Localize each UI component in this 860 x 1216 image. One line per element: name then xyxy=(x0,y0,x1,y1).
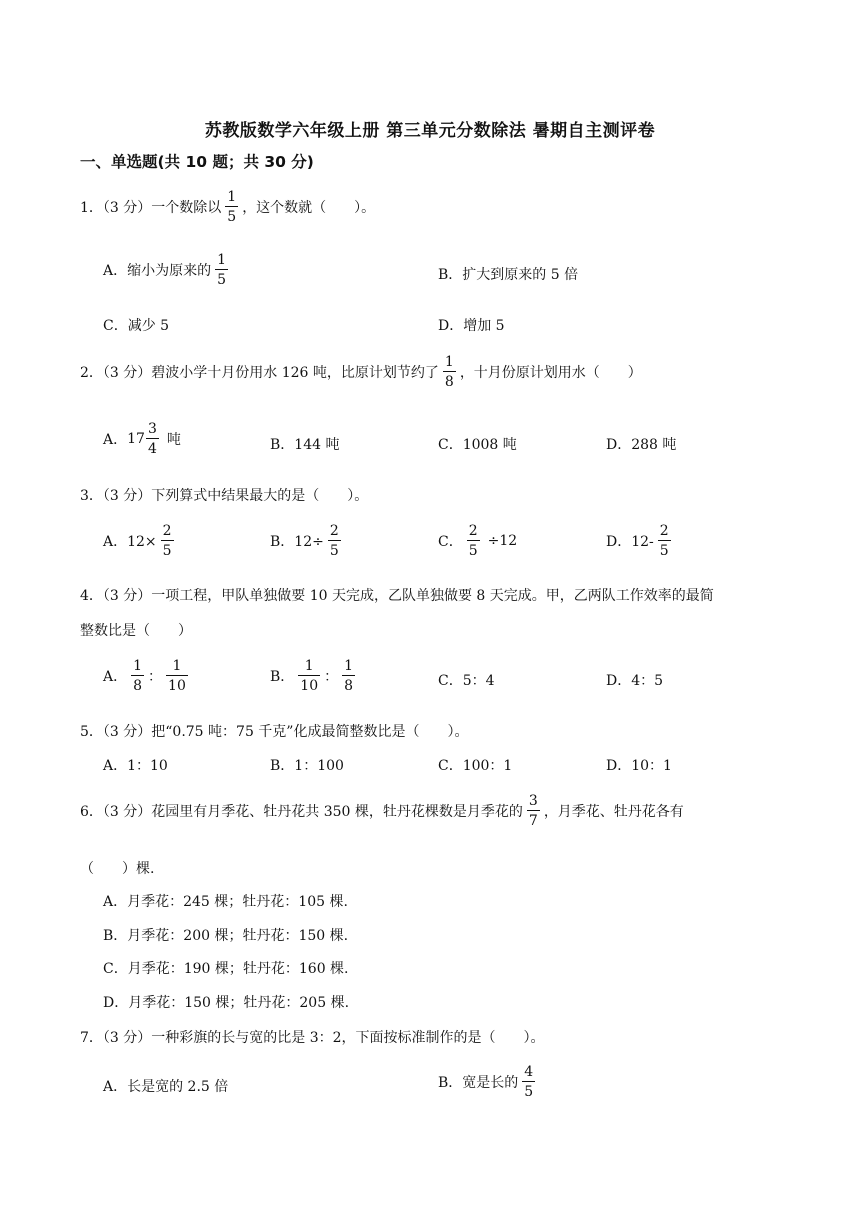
denominator: 5 xyxy=(522,1081,535,1099)
numerator: 1 xyxy=(133,658,143,674)
denominator: 4 xyxy=(146,438,159,456)
question-1-option-c[interactable]: C．减少 5 xyxy=(103,318,170,334)
question-6-option-d[interactable]: D．月季花：150 棵；牡丹花：205 棵. xyxy=(103,995,350,1011)
option-label: C． xyxy=(438,534,463,550)
unit-text: 吨 xyxy=(166,432,181,448)
question-text: 2．（3 分）碧波小学十月份用水 126 吨，比原计划节约了 xyxy=(80,365,439,381)
question-3-option-d[interactable] xyxy=(606,524,675,558)
question-2-option-d[interactable]: D．288 吨 xyxy=(606,437,677,453)
question-5-option-c[interactable]: C．100：1 xyxy=(438,758,513,774)
question-6-option-b[interactable]: B．月季花：200 棵；牡丹花：150 棵. xyxy=(103,928,349,944)
question-4-option-a[interactable] xyxy=(103,659,192,693)
question-7-option-a[interactable]: A．长是宽的 2.5 倍 xyxy=(103,1079,229,1095)
fraction xyxy=(527,794,540,828)
question-text: 1．（3 分）一个数除以 xyxy=(80,200,222,216)
fraction xyxy=(522,1065,535,1099)
option-label: B． xyxy=(270,669,295,685)
question-3-option-a[interactable] xyxy=(103,524,178,558)
question-2-option-c[interactable]: C．1008 吨 xyxy=(438,437,517,453)
question-1-option-b[interactable]: B．扩大到原来的 5 倍 xyxy=(438,267,579,283)
question-5-option-a[interactable]: A．1：10 xyxy=(103,758,168,774)
question-6-stem xyxy=(80,794,684,828)
fraction xyxy=(146,422,159,456)
denominator: 10 xyxy=(298,675,320,693)
fraction xyxy=(131,659,144,693)
fraction xyxy=(443,355,456,389)
numerator: 2 xyxy=(329,523,339,539)
question-3-option-c[interactable] xyxy=(438,524,517,558)
denominator: 5 xyxy=(328,540,341,558)
question-6-stem-line-2: （ ）棵. xyxy=(80,861,155,877)
fraction xyxy=(298,659,320,693)
numerator: 1 xyxy=(227,189,237,205)
numerator: 1 xyxy=(304,658,314,674)
question-4-stem-line-1: 4．（3 分）一项工程，甲队单独做要 10 天完成，乙队单独做要 8 天完成。甲，乙两队工作效率的最简 xyxy=(80,588,714,604)
option-text: A．12× xyxy=(103,534,157,550)
denominator: 8 xyxy=(443,371,456,389)
numerator: 1 xyxy=(344,658,354,674)
denominator: 10 xyxy=(166,675,188,693)
option-text: A．缩小为原来的 xyxy=(103,263,212,279)
fraction xyxy=(225,190,238,224)
question-7-option-b[interactable] xyxy=(438,1065,539,1099)
question-4-option-b[interactable] xyxy=(270,659,359,693)
denominator: 5 xyxy=(467,540,480,558)
denominator: 7 xyxy=(527,810,540,828)
denominator: 8 xyxy=(131,675,144,693)
question-text: ，月季花、牡丹花各有 xyxy=(543,804,684,820)
question-1-option-a[interactable] xyxy=(103,253,232,287)
question-text: ，十月份原计划用水（ ） xyxy=(459,365,642,381)
option-text: ÷12 xyxy=(487,533,518,549)
page-title: 苏教版数学六年级上册 第三单元分数除法 暑期自主测评卷 xyxy=(204,121,656,141)
question-5-option-b[interactable]: B．1：100 xyxy=(270,758,344,774)
denominator: 5 xyxy=(658,540,671,558)
question-3-option-b[interactable] xyxy=(270,524,345,558)
numerator: 4 xyxy=(524,1064,534,1080)
question-3-stem: 3．（3 分）下列算式中结果最大的是（ ）。 xyxy=(80,488,369,504)
denominator: 5 xyxy=(225,206,238,224)
option-label: A． xyxy=(103,432,128,448)
fraction xyxy=(161,524,174,558)
ratio-separator: ： xyxy=(324,669,339,685)
numerator: 3 xyxy=(147,421,157,437)
question-6-option-c[interactable]: C．月季花：190 棵；牡丹花：160 棵. xyxy=(103,961,349,977)
question-4-option-c[interactable]: C．5：4 xyxy=(438,673,495,689)
question-2-stem xyxy=(80,355,642,389)
option-label: A． xyxy=(103,669,128,685)
option-text: D．12- xyxy=(606,534,654,550)
question-text: 6．（3 分）花园里有月季花、牡丹花共 350 棵，牡丹花棵数是月季花的 xyxy=(80,804,523,820)
fraction xyxy=(342,659,355,693)
numerator: 2 xyxy=(162,523,172,539)
numerator: 2 xyxy=(468,523,478,539)
question-1-stem xyxy=(80,190,375,224)
numerator: 3 xyxy=(528,793,538,809)
question-2-option-a[interactable] xyxy=(103,422,181,456)
denominator: 8 xyxy=(342,675,355,693)
option-text: B．宽是长的 xyxy=(438,1075,519,1091)
section-heading: 一、单选题(共 10 题；共 30 分) xyxy=(80,153,314,171)
question-6-option-a[interactable]: A．月季花：245 棵；牡丹花：105 棵. xyxy=(103,894,348,910)
mixed-number xyxy=(127,422,163,456)
option-text: B．12÷ xyxy=(270,534,324,550)
question-1-option-d[interactable]: D．增加 5 xyxy=(438,318,505,334)
denominator: 5 xyxy=(215,269,228,287)
denominator: 5 xyxy=(161,540,174,558)
question-text: ，这个数就（ ）。 xyxy=(242,200,376,216)
question-2-option-b[interactable]: B．144 吨 xyxy=(270,437,340,453)
numerator: 1 xyxy=(172,658,182,674)
fraction xyxy=(658,524,671,558)
fraction xyxy=(328,524,341,558)
question-5-option-d[interactable]: D．10：1 xyxy=(606,758,672,774)
question-7-stem: 7．（3 分）一种彩旗的长与宽的比是 3：2，下面按标准制作的是（ ）。 xyxy=(80,1030,545,1046)
numerator: 2 xyxy=(659,523,669,539)
fraction xyxy=(166,659,188,693)
numerator: 1 xyxy=(444,354,454,370)
question-4-stem-line-2: 整数比是（ ） xyxy=(80,623,192,639)
question-4-option-d[interactable]: D．4：5 xyxy=(606,673,664,689)
whole-part: 17 xyxy=(127,431,145,447)
numerator: 1 xyxy=(217,252,227,268)
ratio-separator: ： xyxy=(148,669,163,685)
fraction xyxy=(215,253,228,287)
fraction xyxy=(467,524,480,558)
question-5-stem: 5．（3 分）把“0.75 吨：75 千克”化成最简整数比是（ ）。 xyxy=(80,724,469,740)
